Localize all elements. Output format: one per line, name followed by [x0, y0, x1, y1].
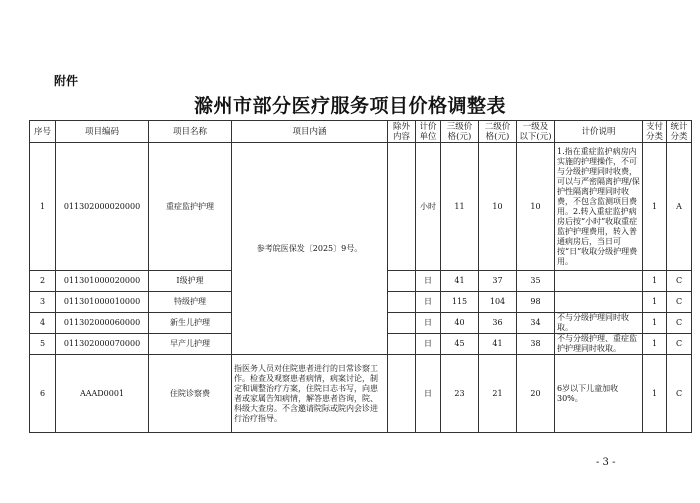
- cell-unit: 日: [416, 292, 441, 313]
- cell-code: 011301000020000: [56, 271, 149, 292]
- cell-unit: 日: [416, 355, 441, 433]
- cell-code: AAAD0001: [56, 355, 149, 433]
- price-adjustment-table: [29, 120, 692, 433]
- cell-pricing-note: [555, 292, 643, 313]
- cell-price2: 21: [479, 355, 517, 433]
- cell-payment: 1: [643, 313, 667, 334]
- cell-content: 指医务人员对住院患者进行的日常诊察工作。检查及观察患者病情，病案讨论，制定和调整治疗方案，住院日志书写，向患者或家属告知病情，解答患者咨询，院、科级大查房。不含邀请院际或院内会诊进行治疗指导。: [232, 355, 388, 433]
- cell-unit: 日: [416, 313, 441, 334]
- cell-exclusion: [388, 143, 416, 271]
- page-number: - 3 -: [596, 457, 616, 468]
- cell-payment: 1: [643, 334, 667, 355]
- cell-seq: 6: [30, 355, 56, 433]
- cell-seq: 5: [30, 334, 56, 355]
- cell-unit: 日: [416, 334, 441, 355]
- table-header-row: [30, 121, 692, 143]
- cell-exclusion: [388, 313, 416, 334]
- cell-price3: 23: [441, 355, 479, 433]
- table-row: [30, 355, 692, 433]
- cell-exclusion: [388, 271, 416, 292]
- header-pricing-note: 计价说明: [555, 121, 643, 143]
- cell-stats: A: [667, 143, 692, 271]
- cell-seq: 3: [30, 292, 56, 313]
- cell-code: 011302000070000: [56, 334, 149, 355]
- cell-name: 新生儿护理: [149, 313, 232, 334]
- cell-price1: 20: [517, 355, 555, 433]
- cell-pricing-note: 1.指在重症监护病房内实施的护理操作，不可与分级护理同时收费，可以与严密隔离护理/保护性隔离护理同时收费，不包含监测项目费用。2.转入重症监护病房后按“小时”收取重症监护护理费用，转入普通病房后，当日可按“日”收取分级护理费用。: [555, 143, 643, 271]
- cell-payment: 1: [643, 292, 667, 313]
- cell-price1: 98: [517, 292, 555, 313]
- cell-price3: 41: [441, 271, 479, 292]
- header-unit: 计价单位: [416, 121, 441, 143]
- cell-price3: 115: [441, 292, 479, 313]
- header-price1: 一级及以下(元): [517, 121, 555, 143]
- cell-price1: 34: [517, 313, 555, 334]
- cell-name: 特级护理: [149, 292, 232, 313]
- cell-exclusion: [388, 355, 416, 433]
- cell-price3: 40: [441, 313, 479, 334]
- cell-price2: 41: [479, 334, 517, 355]
- cell-price2: 37: [479, 271, 517, 292]
- cell-seq: 2: [30, 271, 56, 292]
- cell-stats: C: [667, 334, 692, 355]
- header-content: 项目内涵: [232, 121, 388, 143]
- cell-unit: 小时: [416, 143, 441, 271]
- header-payment: 支付分类: [643, 121, 667, 143]
- cell-pricing-note: 不与分级护理、重症监护护理同时收取。: [555, 334, 643, 355]
- cell-price1: 10: [517, 143, 555, 271]
- cell-code: 011302000020000: [56, 143, 149, 271]
- cell-content-merged: 参考皖医保发〔2025〕9号。: [232, 143, 388, 355]
- cell-name: Ⅰ级护理: [149, 271, 232, 292]
- cell-price2: 104: [479, 292, 517, 313]
- page-title: 滁州市部分医疗服务项目价格调整表: [193, 95, 506, 117]
- header-seq: 序号: [30, 121, 56, 143]
- table-row: [30, 143, 692, 271]
- cell-price3: 45: [441, 334, 479, 355]
- header-price2: 二级价格(元): [479, 121, 517, 143]
- header-exclusion: 除外内容: [388, 121, 416, 143]
- header-price3: 三级价格(元): [441, 121, 479, 143]
- cell-stats: C: [667, 271, 692, 292]
- cell-payment: 1: [643, 143, 667, 271]
- cell-seq: 4: [30, 313, 56, 334]
- cell-name: 住院诊察费: [149, 355, 232, 433]
- cell-unit: 日: [416, 271, 441, 292]
- cell-payment: 1: [643, 355, 667, 433]
- cell-price1: 38: [517, 334, 555, 355]
- cell-seq: 1: [30, 143, 56, 271]
- header-name: 项目名称: [149, 121, 232, 143]
- header-stats: 统计分类: [667, 121, 692, 143]
- cell-stats: C: [667, 292, 692, 313]
- cell-stats: C: [667, 355, 692, 433]
- attachment-label: 附件: [54, 74, 79, 88]
- cell-price2: 36: [479, 313, 517, 334]
- cell-pricing-note: 6岁以下儿童加收30%。: [555, 355, 643, 433]
- cell-code: 011301000010000: [56, 292, 149, 313]
- cell-pricing-note: 不与分级护理同时收取。: [555, 313, 643, 334]
- cell-price3: 11: [441, 143, 479, 271]
- cell-code: 011302000060000: [56, 313, 149, 334]
- cell-exclusion: [388, 334, 416, 355]
- cell-price2: 10: [479, 143, 517, 271]
- cell-stats: C: [667, 313, 692, 334]
- cell-pricing-note: [555, 271, 643, 292]
- cell-name: 重症监护护理: [149, 143, 232, 271]
- cell-exclusion: [388, 292, 416, 313]
- cell-price1: 35: [517, 271, 555, 292]
- header-code: 项目编码: [56, 121, 149, 143]
- cell-payment: 1: [643, 271, 667, 292]
- cell-name: 早产儿护理: [149, 334, 232, 355]
